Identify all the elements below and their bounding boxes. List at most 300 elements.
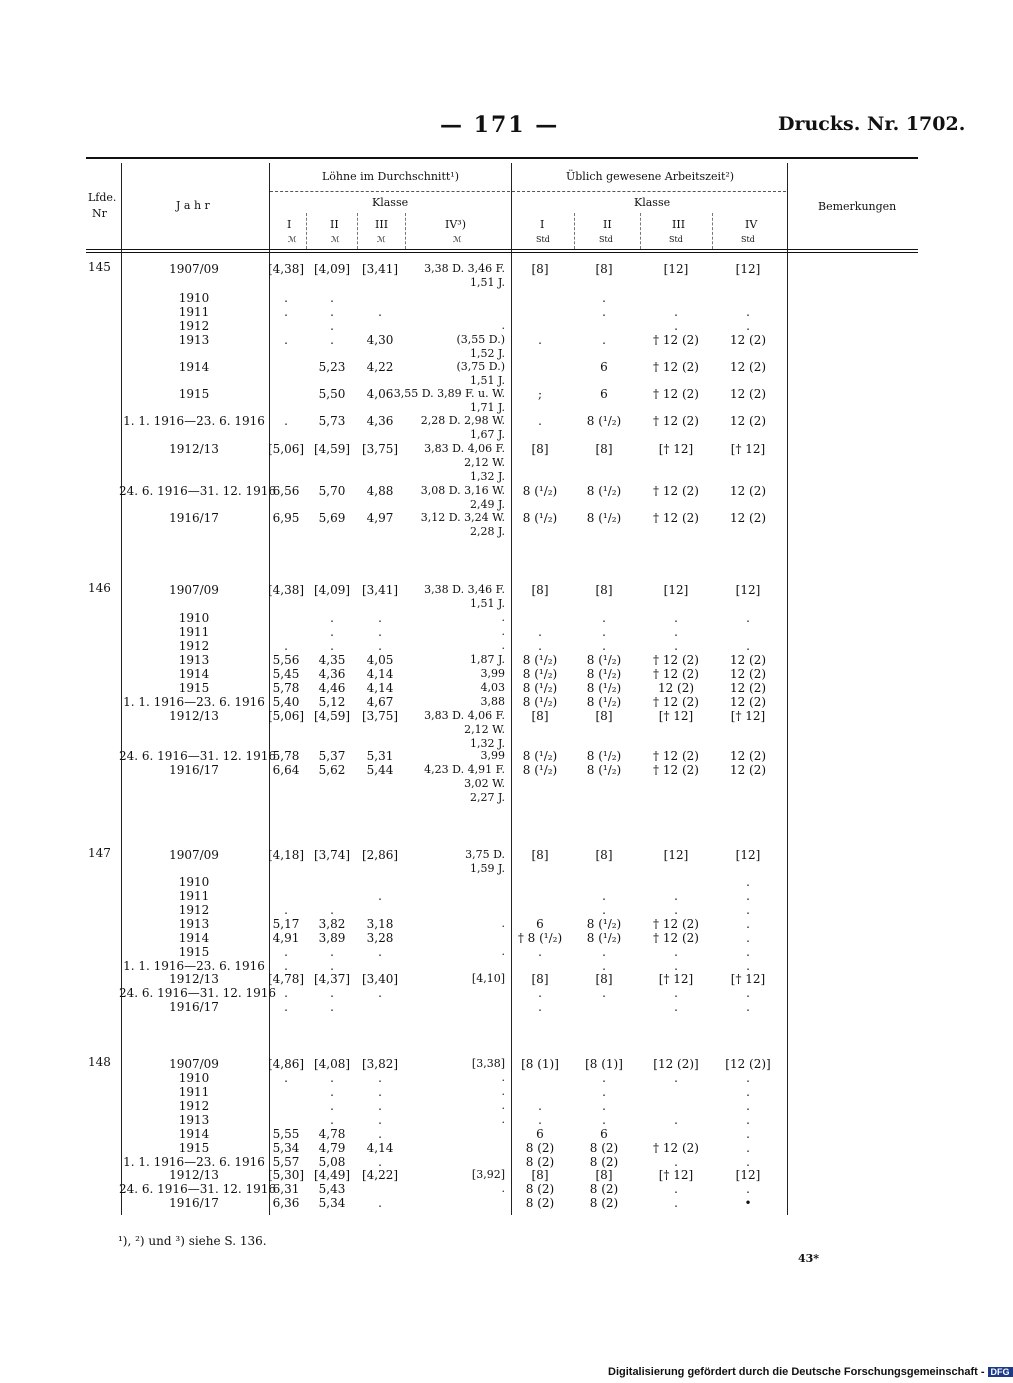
- value-cell-z1: .: [538, 414, 542, 428]
- value-cell-z2: 8 (¹/₂): [586, 695, 622, 709]
- value-cell-z1: .: [538, 625, 542, 639]
- value-cell-z1: 8 (2): [525, 1196, 555, 1210]
- value-cell-l2: [4,09]: [313, 262, 351, 276]
- value-cell-l3: 5,31: [366, 749, 394, 763]
- value-cell-z2: [8]: [595, 848, 613, 862]
- value-cell-z4: .: [746, 305, 750, 319]
- value-cell-l1: .: [284, 414, 288, 428]
- value-cell-l4: .: [501, 1113, 505, 1126]
- year-cell: 1914: [178, 667, 210, 681]
- value-cell-l1: .: [284, 333, 288, 347]
- value-cell-l3: .: [378, 625, 382, 639]
- value-cell-z2: 8 (¹/₂): [586, 917, 622, 931]
- value-cell-l3: .: [378, 639, 382, 653]
- value-cell-l3: .: [378, 1113, 382, 1127]
- value-cell-z1: .: [538, 1113, 542, 1127]
- col-line: [306, 213, 307, 249]
- value-cell-l3: [3,40]: [361, 972, 399, 986]
- value-cell-l4: 1,59 J.: [469, 862, 505, 875]
- drucksache-number: Drucks. Nr. 1702.: [778, 113, 966, 135]
- value-cell-z4: .: [746, 959, 750, 973]
- unit-zeit-2: Std: [599, 235, 613, 244]
- year-cell: 24. 6. 1916—31. 12. 1916: [119, 986, 277, 1000]
- value-cell-z4: .: [746, 1085, 750, 1099]
- value-cell-z2: [8]: [595, 442, 613, 456]
- value-cell-z4: [† 12]: [730, 709, 766, 723]
- value-cell-l2: 5,37: [318, 749, 346, 763]
- value-cell-l2: [4,59]: [313, 709, 351, 723]
- value-cell-z1: ;: [537, 387, 543, 401]
- value-cell-l1: 6,56: [272, 484, 300, 498]
- header-bemerkungen: Bemerkungen: [818, 200, 897, 213]
- value-cell-z1: 8 (¹/₂): [522, 763, 558, 777]
- value-cell-l4: .: [501, 639, 505, 652]
- value-cell-z3: [† 12]: [658, 1168, 694, 1182]
- value-cell-l4: 1,67 J.: [469, 428, 505, 441]
- value-cell-l3: 4,14: [366, 681, 394, 695]
- table-header-rule: [86, 249, 918, 250]
- value-cell-z1: .: [538, 639, 542, 653]
- unit-zeit-1: Std: [536, 235, 550, 244]
- value-cell-z4: [12]: [735, 848, 761, 862]
- value-cell-l1: .: [284, 305, 288, 319]
- value-cell-z2: 8 (¹/₂): [586, 667, 622, 681]
- value-cell-z2: [8]: [595, 262, 613, 276]
- value-cell-l1: [4,86]: [267, 1057, 305, 1071]
- value-cell-l1: 5,56: [272, 653, 300, 667]
- value-cell-z3: .: [674, 889, 678, 903]
- value-cell-z4: [† 12]: [730, 442, 766, 456]
- value-cell-l4: 1,51 J.: [469, 276, 505, 289]
- value-cell-z4: [12]: [735, 583, 761, 597]
- header-arbeitszeit: Üblich gewesene Arbeitszeit²): [566, 170, 735, 183]
- value-cell-z1: 8 (¹/₂): [522, 653, 558, 667]
- value-cell-z4: .: [746, 1182, 750, 1196]
- value-cell-z3: .: [674, 1000, 678, 1014]
- value-cell-l4: .: [501, 1182, 505, 1195]
- value-cell-z3: .: [674, 1196, 678, 1210]
- value-cell-z1: [8]: [531, 972, 549, 986]
- value-cell-l3: 4,30: [366, 333, 394, 347]
- row-number: 145: [88, 260, 111, 274]
- value-cell-l2: .: [330, 1071, 334, 1085]
- value-cell-z3: † 12 (2): [653, 763, 699, 777]
- value-cell-z3: .: [674, 1155, 678, 1169]
- col-zeit-1: I: [540, 218, 545, 231]
- value-cell-z3: [† 12]: [658, 972, 694, 986]
- value-cell-z4: .: [746, 639, 750, 653]
- value-cell-l2: .: [330, 639, 334, 653]
- value-cell-l1: 5,34: [272, 1141, 300, 1155]
- row-number: 146: [88, 581, 111, 595]
- value-cell-l2: 3,89: [318, 931, 346, 945]
- value-cell-z2: 6: [600, 360, 608, 374]
- value-cell-l1: 5,45: [272, 667, 300, 681]
- value-cell-l3: .: [378, 889, 382, 903]
- year-cell: 24. 6. 1916—31. 12. 1916: [119, 749, 277, 763]
- year-cell: 1911: [178, 305, 210, 319]
- value-cell-l2: .: [330, 986, 334, 1000]
- value-cell-z2: [8]: [595, 583, 613, 597]
- value-cell-z4: 12 (2): [729, 667, 767, 681]
- value-cell-z2: 8 (¹/₂): [586, 931, 622, 945]
- year-cell: 1910: [178, 1071, 210, 1085]
- value-cell-z1: † 8 (¹/₂): [517, 931, 563, 945]
- value-cell-l2: 4,79: [318, 1141, 346, 1155]
- value-cell-l4: 3,55 D. 3,89 F. u. W.: [393, 387, 505, 400]
- value-cell-l4: .: [501, 945, 505, 958]
- col-loehne-4: IV³): [445, 218, 466, 231]
- value-cell-l1: 6,36: [272, 1196, 300, 1210]
- value-cell-z2: 8 (¹/₂): [586, 414, 622, 428]
- value-cell-l2: 5,23: [318, 360, 346, 374]
- value-cell-z1: 8 (¹/₂): [522, 681, 558, 695]
- value-cell-z3: † 12 (2): [653, 387, 699, 401]
- value-cell-l4: 3,08 D. 3,16 W.: [420, 484, 505, 497]
- value-cell-l4: 2,12 W.: [464, 456, 505, 469]
- col-zeit-2: II: [603, 218, 612, 231]
- value-cell-l2: .: [330, 291, 334, 305]
- value-cell-z2: [8]: [595, 1168, 613, 1182]
- value-cell-l2: .: [330, 319, 334, 333]
- value-cell-z1: [8]: [531, 709, 549, 723]
- value-cell-l1: 5,78: [272, 681, 300, 695]
- year-cell: 1907/09: [169, 1057, 219, 1071]
- value-cell-z3: .: [674, 1071, 678, 1085]
- value-cell-l3: 4,22: [366, 360, 394, 374]
- dfg-text: Digitalisierung gefördert durch die Deutsche Forschungsgemeinschaft -: [608, 1366, 985, 1378]
- value-cell-l1: 5,40: [272, 695, 300, 709]
- value-cell-l4: 1,51 J.: [469, 374, 505, 387]
- value-cell-z2: .: [602, 305, 606, 319]
- year-cell: 1910: [178, 611, 210, 625]
- year-cell: 1911: [178, 889, 210, 903]
- value-cell-z4: 12 (2): [729, 695, 767, 709]
- value-cell-l4: 1,52 J.: [469, 347, 505, 360]
- value-cell-z2: [8 (1)]: [585, 1057, 623, 1071]
- value-cell-l3: .: [378, 1099, 382, 1113]
- value-cell-l4: 3,83 D. 4,06 F.: [424, 709, 505, 722]
- year-cell: 1913: [178, 333, 210, 347]
- value-cell-l2: .: [330, 959, 334, 973]
- value-cell-z1: [8]: [531, 583, 549, 597]
- value-cell-z3: .: [674, 639, 678, 653]
- value-cell-z1: [8]: [531, 442, 549, 456]
- table-top-rule: [86, 157, 918, 159]
- year-cell: 1907/09: [169, 848, 219, 862]
- value-cell-z4: .: [746, 986, 750, 1000]
- value-cell-z4: 12 (2): [729, 763, 767, 777]
- value-cell-z1: 8 (¹/₂): [522, 749, 558, 763]
- value-cell-z4: 12 (2): [729, 360, 767, 374]
- value-cell-z2: .: [602, 611, 606, 625]
- value-cell-l3: .: [378, 945, 382, 959]
- year-cell: 1912/13: [169, 972, 219, 986]
- value-cell-z3: .: [674, 1113, 678, 1127]
- value-cell-z3: .: [674, 903, 678, 917]
- value-cell-z4: 12 (2): [729, 653, 767, 667]
- value-cell-l2: 5,70: [318, 484, 346, 498]
- value-cell-l3: [3,75]: [361, 709, 399, 723]
- value-cell-l3: .: [378, 1196, 382, 1210]
- value-cell-l4: .: [501, 611, 505, 624]
- value-cell-l4: 3,88: [480, 695, 505, 708]
- value-cell-z3: .: [674, 611, 678, 625]
- value-cell-l2: 5,43: [318, 1182, 346, 1196]
- value-cell-l1: .: [284, 903, 288, 917]
- value-cell-l1: 6,95: [272, 511, 300, 525]
- value-cell-l2: .: [330, 305, 334, 319]
- year-cell: 1915: [178, 1141, 210, 1155]
- value-cell-l3: 4,88: [366, 484, 394, 498]
- value-cell-z4: .: [746, 1141, 750, 1155]
- value-cell-l2: .: [330, 945, 334, 959]
- value-cell-z4: [12]: [735, 1168, 761, 1182]
- unit-loehne-2: ℳ: [331, 235, 340, 244]
- unit-zeit-3: Std: [669, 235, 683, 244]
- value-cell-l4: 2,12 W.: [464, 723, 505, 736]
- value-cell-l3: .: [378, 305, 382, 319]
- value-cell-l1: 6,64: [272, 763, 300, 777]
- value-cell-l4: 2,28 D. 2,98 W.: [420, 414, 505, 427]
- value-cell-z4: .: [746, 611, 750, 625]
- value-cell-z1: 8 (¹/₂): [522, 484, 558, 498]
- value-cell-l3: .: [378, 611, 382, 625]
- value-cell-z4: .: [746, 875, 750, 889]
- value-cell-l1: [4,18]: [267, 848, 305, 862]
- value-cell-z4: 12 (2): [729, 333, 767, 347]
- value-cell-z4: [12]: [735, 262, 761, 276]
- value-cell-l3: 4,05: [366, 653, 394, 667]
- value-cell-l1: 5,17: [272, 917, 300, 931]
- value-cell-z2: 8 (2): [589, 1155, 619, 1169]
- year-cell: 24. 6. 1916—31. 12. 1916: [119, 484, 277, 498]
- value-cell-z3: [12]: [663, 262, 689, 276]
- value-cell-z4: .: [746, 917, 750, 931]
- value-cell-l3: .: [378, 1127, 382, 1141]
- value-cell-z3: † 12 (2): [653, 484, 699, 498]
- value-cell-z2: [8]: [595, 972, 613, 986]
- value-cell-z1: .: [538, 986, 542, 1000]
- value-cell-l1: .: [284, 959, 288, 973]
- value-cell-z3: † 12 (2): [653, 360, 699, 374]
- col-line: [405, 213, 406, 249]
- value-cell-l4: 1,87 J.: [469, 653, 505, 666]
- zeit-divider: [512, 191, 786, 192]
- col-zeit-3: III: [672, 218, 686, 231]
- value-cell-l2: 4,36: [318, 667, 346, 681]
- col-line: [787, 163, 788, 1215]
- value-cell-l4: 3,99: [480, 749, 505, 762]
- value-cell-z3: † 12 (2): [653, 695, 699, 709]
- value-cell-z4: 12 (2): [729, 387, 767, 401]
- col-line: [574, 213, 575, 249]
- value-cell-z1: 8 (2): [525, 1141, 555, 1155]
- value-cell-z1: 8 (¹/₂): [522, 511, 558, 525]
- value-cell-z4: 12 (2): [729, 681, 767, 695]
- value-cell-z2: [8]: [595, 709, 613, 723]
- value-cell-l3: 5,44: [366, 763, 394, 777]
- value-cell-l4: [3,92]: [471, 1168, 505, 1181]
- page-number: — 171 —: [440, 112, 560, 138]
- value-cell-z3: [† 12]: [658, 709, 694, 723]
- header-nr: Nr: [92, 207, 107, 220]
- year-cell: 24. 6. 1916—31. 12. 1916: [119, 1182, 277, 1196]
- value-cell-z2: .: [602, 986, 606, 1000]
- value-cell-l2: 5,73: [318, 414, 346, 428]
- value-cell-l4: 2,27 J.: [469, 791, 505, 804]
- value-cell-l3: [2,86]: [361, 848, 399, 862]
- value-cell-l3: [3,75]: [361, 442, 399, 456]
- unit-loehne-4: ℳ: [453, 235, 462, 244]
- value-cell-z2: 8 (2): [589, 1141, 619, 1155]
- value-cell-z3: .: [674, 319, 678, 333]
- value-cell-z1: .: [538, 333, 542, 347]
- value-cell-l4: 1,32 J.: [469, 737, 505, 750]
- table-header-rule-2: [86, 252, 918, 253]
- value-cell-l3: .: [378, 1071, 382, 1085]
- value-cell-z3: .: [674, 305, 678, 319]
- value-cell-l2: 5,12: [318, 695, 346, 709]
- dfg-logo: DFG: [988, 1367, 1013, 1377]
- value-cell-l3: .: [378, 986, 382, 1000]
- col-loehne-1: I: [287, 218, 292, 231]
- value-cell-z3: .: [674, 945, 678, 959]
- value-cell-z4: .: [746, 903, 750, 917]
- value-cell-z1: 8 (¹/₂): [522, 695, 558, 709]
- value-cell-l4: .: [501, 1085, 505, 1098]
- value-cell-z4: .: [746, 1099, 750, 1113]
- col-line: [640, 213, 641, 249]
- value-cell-l4: 2,49 J.: [469, 498, 505, 511]
- value-cell-z2: .: [602, 903, 606, 917]
- value-cell-z4: [† 12]: [730, 972, 766, 986]
- value-cell-z2: .: [602, 1085, 606, 1099]
- value-cell-l3: 4,14: [366, 667, 394, 681]
- col-loehne-3: III: [375, 218, 389, 231]
- value-cell-l1: .: [284, 945, 288, 959]
- value-cell-l1: 5,78: [272, 749, 300, 763]
- value-cell-z4: •: [744, 1196, 752, 1210]
- value-cell-l2: 5,62: [318, 763, 346, 777]
- year-cell: 1916/17: [169, 1000, 219, 1014]
- value-cell-l1: [4,38]: [267, 583, 305, 597]
- value-cell-l1: .: [284, 1071, 288, 1085]
- unit-zeit-4: Std: [741, 235, 755, 244]
- value-cell-l3: [3,82]: [361, 1057, 399, 1071]
- value-cell-z1: 6: [536, 1127, 544, 1141]
- page-footer-number: 43*: [798, 1252, 820, 1265]
- value-cell-l4: .: [501, 917, 505, 930]
- value-cell-l2: 4,46: [318, 681, 346, 695]
- year-cell: 1912: [178, 903, 210, 917]
- value-cell-l4: (3,75 D.): [456, 360, 505, 373]
- value-cell-z3: 12 (2): [657, 681, 695, 695]
- value-cell-z4: .: [746, 1000, 750, 1014]
- value-cell-z2: 8 (¹/₂): [586, 653, 622, 667]
- year-cell: 1915: [178, 387, 210, 401]
- value-cell-z2: .: [602, 945, 606, 959]
- value-cell-l2: 3,82: [318, 917, 346, 931]
- value-cell-z4: .: [746, 1155, 750, 1169]
- value-cell-l3: 4,97: [366, 511, 394, 525]
- value-cell-l3: .: [378, 1085, 382, 1099]
- value-cell-l2: 5,69: [318, 511, 346, 525]
- value-cell-l4: 3,38 D. 3,46 F.: [424, 583, 505, 596]
- value-cell-z2: 8 (2): [589, 1182, 619, 1196]
- value-cell-l3: 3,18: [366, 917, 394, 931]
- value-cell-z3: † 12 (2): [653, 511, 699, 525]
- year-cell: 1910: [178, 291, 210, 305]
- col-loehne-2: II: [330, 218, 339, 231]
- year-cell: 1907/09: [169, 583, 219, 597]
- unit-loehne-1: ℳ: [288, 235, 297, 244]
- value-cell-z3: .: [674, 986, 678, 1000]
- year-cell: 1914: [178, 931, 210, 945]
- value-cell-z2: 8 (¹/₂): [586, 749, 622, 763]
- value-cell-l4: 3,83 D. 4,06 F.: [424, 442, 505, 455]
- value-cell-z3: [12 (2)]: [653, 1057, 699, 1071]
- year-cell: 1912: [178, 319, 210, 333]
- value-cell-l1: 4,91: [272, 931, 300, 945]
- value-cell-z1: [8]: [531, 848, 549, 862]
- loehne-divider: [270, 191, 510, 192]
- value-cell-z4: .: [746, 945, 750, 959]
- value-cell-l3: 4,14: [366, 1141, 394, 1155]
- value-cell-z4: 12 (2): [729, 511, 767, 525]
- year-cell: 1913: [178, 917, 210, 931]
- value-cell-z2: 6: [600, 1127, 608, 1141]
- value-cell-l2: [4,59]: [313, 442, 351, 456]
- header-lfde: Lfde.: [88, 191, 117, 204]
- value-cell-l3: 4,36: [366, 414, 394, 428]
- value-cell-l2: 5,34: [318, 1196, 346, 1210]
- col-line: [357, 213, 358, 249]
- value-cell-z3: † 12 (2): [653, 749, 699, 763]
- value-cell-z2: 6: [600, 387, 608, 401]
- value-cell-l4: 2,28 J.: [469, 525, 505, 538]
- value-cell-z3: † 12 (2): [653, 917, 699, 931]
- year-cell: 1907/09: [169, 262, 219, 276]
- value-cell-l2: 5,50: [318, 387, 346, 401]
- value-cell-z1: 6: [536, 917, 544, 931]
- value-cell-z3: [12]: [663, 848, 689, 862]
- value-cell-l3: 4,06: [366, 387, 394, 401]
- value-cell-l1: [4,38]: [267, 262, 305, 276]
- row-number: 147: [88, 846, 111, 860]
- value-cell-z1: 8 (¹/₂): [522, 667, 558, 681]
- value-cell-l1: 5,55: [272, 1127, 300, 1141]
- year-cell: 1916/17: [169, 1196, 219, 1210]
- row-number: 148: [88, 1055, 111, 1069]
- value-cell-l4: 3,99: [480, 667, 505, 680]
- footnote: ¹), ²) und ³) siehe S. 136.: [118, 1234, 267, 1248]
- value-cell-z2: .: [602, 291, 606, 305]
- value-cell-l4: 3,12 D. 3,24 W.: [420, 511, 505, 524]
- value-cell-z1: 8 (2): [525, 1182, 555, 1196]
- year-cell: 1911: [178, 625, 210, 639]
- value-cell-z2: .: [602, 959, 606, 973]
- value-cell-l4: 1,51 J.: [469, 597, 505, 610]
- value-cell-l4: 3,38 D. 3,46 F.: [424, 262, 505, 275]
- value-cell-z2: .: [602, 625, 606, 639]
- value-cell-z4: .: [746, 1113, 750, 1127]
- value-cell-z1: [8 (1)]: [521, 1057, 559, 1071]
- value-cell-l4: .: [501, 319, 505, 332]
- value-cell-l4: 1,71 J.: [469, 401, 505, 414]
- value-cell-z1: .: [538, 1000, 542, 1014]
- value-cell-l4: .: [501, 1099, 505, 1112]
